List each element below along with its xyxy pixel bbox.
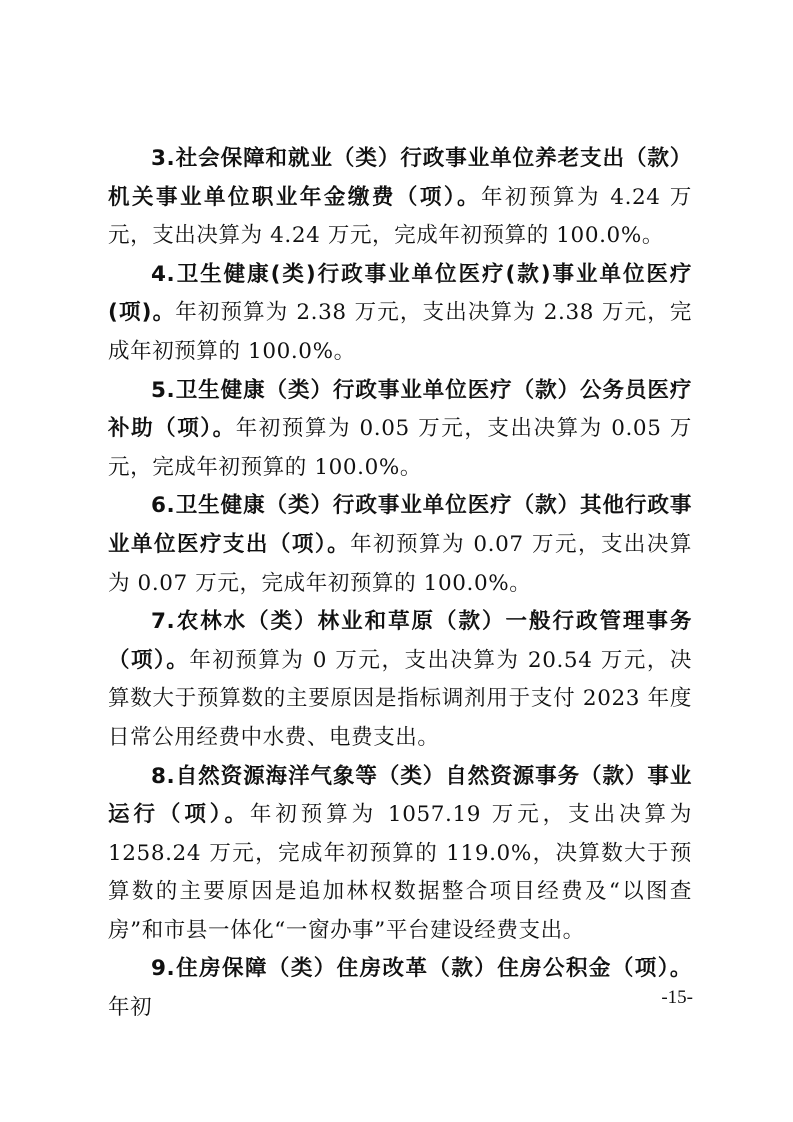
item-heading: 8.自然资源海洋气象等（类）自然资源事务（款）事业运行（项）。 (108, 763, 692, 828)
item-heading: 7.农林水（类）林业和草原（款）一般行政管理事务（项）。 (108, 609, 692, 673)
paragraph-item-5 (108, 372, 692, 488)
item-text: 年初预算为 0.05 万元，支出决算为 0.05 万元，完成年初预算的 100.0%。 (108, 416, 692, 480)
page-number: -15- (661, 987, 693, 1008)
item-heading: 4.卫生健康(类)行政事业单位医疗(款)事业单位医疗(项)。 (108, 261, 692, 326)
item-text: 年初预算为 4.24 万元，支出决算为 4.24 万元，完成年初预算的 100.0%。 (108, 184, 692, 249)
paragraph-item-4 (108, 256, 692, 372)
paragraph-item-3 (108, 140, 692, 256)
item-heading: 5.卫生健康（类）行政事业单位医疗（款）公务员医疗补助（项）。 (108, 377, 692, 442)
paragraph-item-7 (108, 603, 692, 757)
paragraph-item-8 (108, 758, 692, 951)
document-body (108, 140, 692, 1028)
item-text: 年初预算为 2.38 万元，支出决算为 2.38 万元，完成年初预算的 100.0%。 (108, 300, 692, 364)
item-text: 年初 (108, 995, 153, 1021)
item-heading: 3.社会保障和就业（类）行政事业单位养老支出（款）机关事业单位职业年金缴费（项）。 (108, 146, 692, 210)
item-text: 年初预算为 0 万元，支出决算为 20.54 万元，决算数大于预算数的主要原因是指标调剂用于支付 2023 年度日常公用经费中水费、电费支出。 (108, 647, 692, 750)
item-text: 年初预算为 1057.19 万元，支出决算为 1258.24 万元，完成年初预算的 119.0%，决算数大于预算数的主要原因是追加林权数据整合项目经费及“以图查房”和市县一体化“一窗办事”平台建设经费支出。 (108, 802, 693, 943)
item-heading: 6.卫生健康（类）行政事业单位医疗（款）其他行政事业单位医疗支出（项）。 (108, 493, 692, 557)
paragraph-item-6 (108, 487, 692, 603)
item-heading: 9.住房保障（类）住房改革（款）住房公积金（项）。 (151, 956, 692, 982)
paragraph-item-9 (108, 950, 692, 1027)
item-text: 年初预算为 0.07 万元，支出决算为 0.07 万元，完成年初预算的 100.0%。 (108, 531, 693, 596)
